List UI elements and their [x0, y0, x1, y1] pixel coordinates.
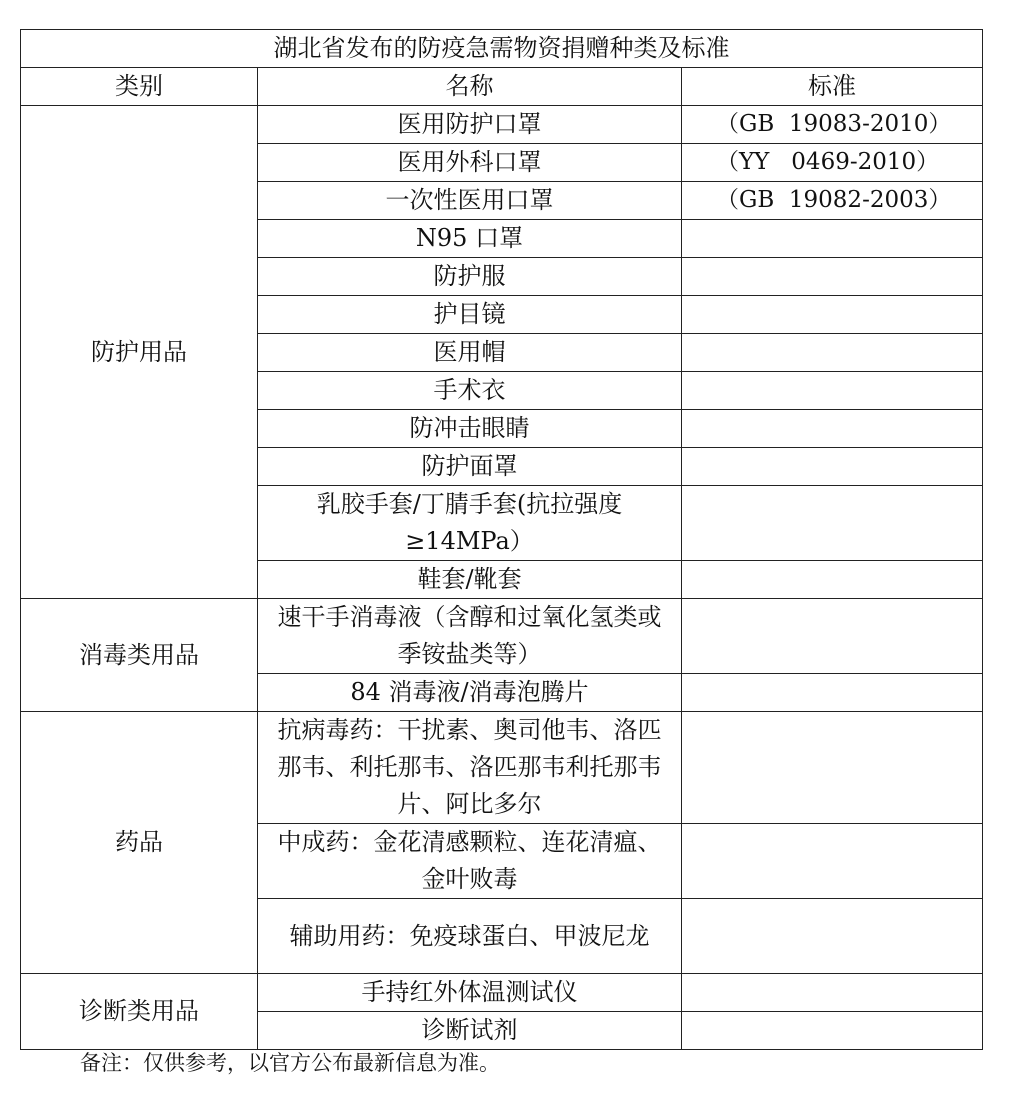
item-name-cell: 防冲击眼睛 — [258, 410, 682, 448]
item-standard-cell: （GB 19083-2010） — [682, 106, 983, 144]
item-standard-cell — [682, 296, 983, 334]
table-row — [21, 106, 983, 144]
item-name-cell: 医用防护口罩 — [258, 106, 682, 144]
item-name-cell: N95 口罩 — [258, 220, 682, 258]
item-name-cell: 乳胶手套/丁腈手套(抗拉强度≥14MPa） — [258, 486, 682, 561]
item-standard-cell: （GB 19082-2003） — [682, 182, 983, 220]
item-standard-cell — [682, 258, 983, 296]
item-name-cell: 医用外科口罩 — [258, 144, 682, 182]
column-header-name: 名称 — [258, 68, 682, 106]
category-cell: 诊断类用品 — [21, 974, 258, 1050]
category-cell: 防护用品 — [21, 106, 258, 599]
column-header-category: 类别 — [21, 68, 258, 106]
category-cell: 药品 — [21, 712, 258, 974]
item-name-cell: 鞋套/靴套 — [258, 561, 682, 599]
item-standard-cell — [682, 486, 983, 561]
table-row — [21, 712, 983, 824]
item-name-cell: 医用帽 — [258, 334, 682, 372]
item-name-cell: 抗病毒药：干扰素、奥司他韦、洛匹那韦、利托那韦、洛匹那韦利托那韦片、阿比多尔 — [258, 712, 682, 824]
item-name-cell: 防护服 — [258, 258, 682, 296]
item-standard-cell — [682, 334, 983, 372]
item-standard-cell — [682, 372, 983, 410]
item-name-cell: 护目镜 — [258, 296, 682, 334]
item-standard-cell — [682, 712, 983, 824]
table-title-row — [21, 30, 983, 68]
item-standard-cell: （YY 0469-2010） — [682, 144, 983, 182]
item-standard-cell — [682, 220, 983, 258]
item-name-cell: 中成药：金花清感颗粒、连花清瘟、金叶败毒 — [258, 824, 682, 899]
item-standard-cell — [682, 899, 983, 974]
item-standard-cell — [682, 410, 983, 448]
item-name-cell: 诊断试剂 — [258, 1012, 682, 1050]
category-cell: 消毒类用品 — [21, 599, 258, 712]
item-standard-cell — [682, 561, 983, 599]
item-name-cell: 84 消毒液/消毒泡腾片 — [258, 674, 682, 712]
item-name-cell: 手持红外体温测试仪 — [258, 974, 682, 1012]
footnote: 备注：仅供参考，以官方公布最新信息为准。 — [80, 1051, 500, 1075]
item-name-cell: 手术衣 — [258, 372, 682, 410]
item-name-cell: 速干手消毒液（含醇和过氧化氢类或季铵盐类等） — [258, 599, 682, 674]
item-standard-cell — [682, 1012, 983, 1050]
table-title: 湖北省发布的防疫急需物资捐赠种类及标准 — [21, 30, 983, 68]
donation-standards-table — [20, 29, 983, 1050]
item-name-cell: 一次性医用口罩 — [258, 182, 682, 220]
item-standard-cell — [682, 974, 983, 1012]
item-standard-cell — [682, 599, 983, 674]
item-standard-cell — [682, 674, 983, 712]
table-row — [21, 974, 983, 1012]
column-header-standard: 标准 — [682, 68, 983, 106]
item-name-cell: 防护面罩 — [258, 448, 682, 486]
table-header-row — [21, 68, 983, 106]
item-name-cell: 辅助用药：免疫球蛋白、甲波尼龙 — [258, 899, 682, 974]
item-standard-cell — [682, 824, 983, 899]
item-standard-cell — [682, 448, 983, 486]
table-row — [21, 599, 983, 674]
